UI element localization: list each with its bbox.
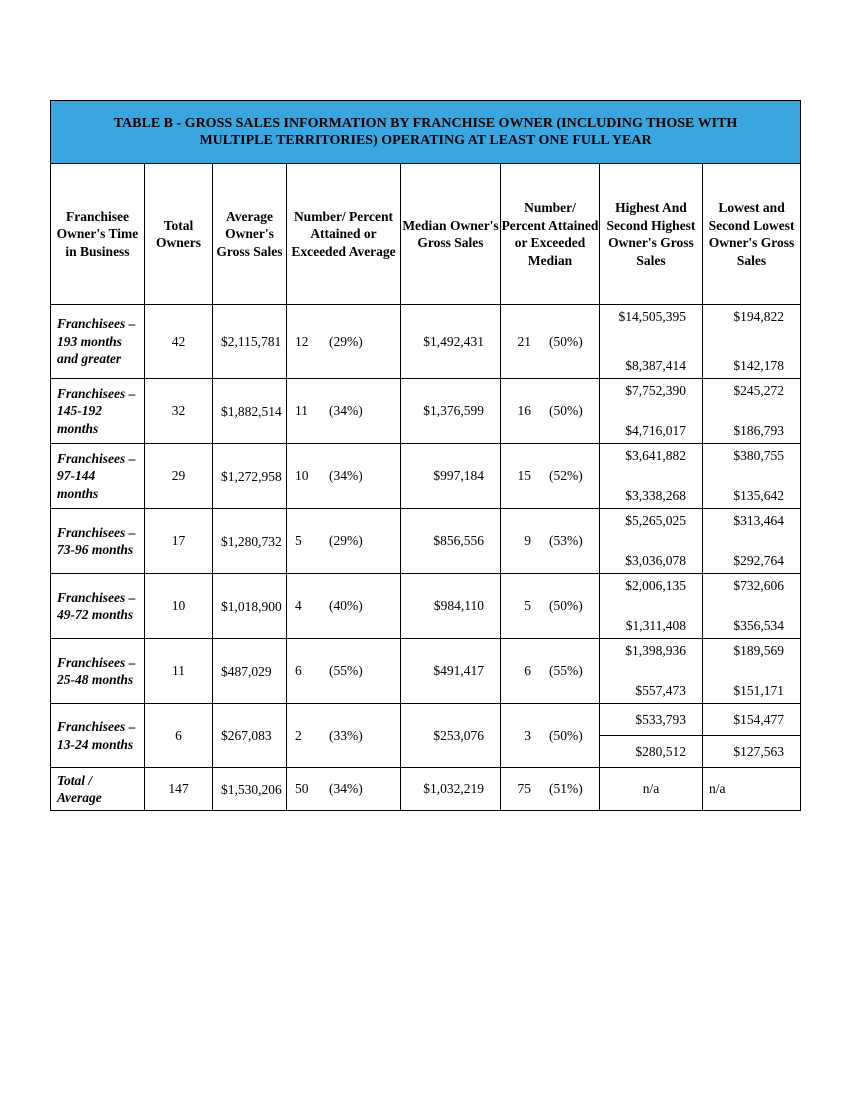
- row-label: Franchisees – 145-192 months: [51, 379, 145, 444]
- median-sales: $253,076: [401, 704, 501, 768]
- second-lowest-value: $151,171: [733, 683, 785, 698]
- percent: (29%): [329, 333, 363, 349]
- owners-count: 42: [145, 305, 213, 379]
- attained-average: [287, 639, 401, 704]
- attained-median: [501, 704, 600, 768]
- table-title: TABLE B - GROSS SALES INFORMATION BY FRANCHISE OWNER (INCLUDING THOSE WITH MULTIPLE TERRITORIES) OPERATING AT LEAST ONE FULL YEAR: [51, 101, 801, 164]
- owners-count: 32: [145, 379, 213, 444]
- lowest-value: $189,569: [733, 643, 785, 658]
- count: 21: [517, 333, 531, 349]
- second-highest-value: $3,338,268: [625, 488, 686, 503]
- average-sales: $1,018,900: [213, 574, 287, 639]
- lowest-sales: [703, 574, 801, 639]
- table-body: [51, 305, 801, 768]
- highest-sales: [600, 509, 703, 574]
- second-highest-value: $4,716,017: [625, 423, 686, 438]
- owners-count: 6: [145, 704, 213, 768]
- header-median-sales: Median Owner's Gross Sales: [401, 164, 501, 305]
- percent: (34%): [329, 468, 363, 483]
- average-sales: $487,029: [213, 639, 287, 704]
- total-median: $1,032,219: [401, 768, 501, 811]
- header-attained-median: Number/ Percent Attained or Exceeded Median: [501, 164, 600, 305]
- percent: (55%): [329, 663, 363, 678]
- highest-sales: [600, 704, 703, 768]
- attained-average: [287, 444, 401, 509]
- lowest-sales: [703, 639, 801, 704]
- row-label: Franchisees – 97-144 months: [51, 444, 145, 509]
- lowest-sales: [703, 305, 801, 379]
- table-row: [51, 379, 801, 444]
- percent: (55%): [549, 663, 583, 678]
- attained-median: [501, 509, 600, 574]
- count: 75: [517, 781, 531, 796]
- lowest-value: $313,464: [733, 513, 785, 528]
- second-lowest-value: $135,642: [733, 488, 785, 503]
- percent: (53%): [549, 533, 583, 548]
- owners-count: 17: [145, 509, 213, 574]
- lowest-value: $194,822: [733, 309, 785, 324]
- lowest-sales: [703, 509, 801, 574]
- lowest-sales: [703, 704, 801, 768]
- table-row: [51, 305, 801, 379]
- total-row: [51, 768, 801, 811]
- highest-value: $3,641,882: [625, 448, 686, 463]
- highest-value: $5,265,025: [625, 513, 686, 528]
- header-attained-average: Number/ Percent Attained or Exceeded Average: [287, 164, 401, 305]
- percent: (34%): [329, 403, 363, 418]
- header-lowest-sales: Lowest and Second Lowest Owner's Gross Sales: [703, 164, 801, 305]
- gross-sales-table-container: [50, 100, 800, 811]
- percent: (50%): [549, 598, 583, 613]
- count: 9: [524, 533, 531, 548]
- highest-sales: [600, 379, 703, 444]
- total-highest: n/a: [600, 768, 703, 811]
- second-lowest-value: $127,563: [703, 735, 800, 767]
- percent: (50%): [549, 403, 583, 418]
- owners-count: 29: [145, 444, 213, 509]
- percent: (51%): [549, 781, 583, 796]
- highest-value: $14,505,395: [618, 309, 686, 324]
- highest-value: $2,006,135: [625, 578, 686, 593]
- lowest-sales: [703, 379, 801, 444]
- lowest-sales: [703, 444, 801, 509]
- second-lowest-value: $186,793: [733, 423, 785, 438]
- highest-value: $1,398,936: [625, 643, 686, 658]
- count: 15: [517, 468, 531, 483]
- percent: (50%): [549, 727, 583, 743]
- table-row: [51, 509, 801, 574]
- percent: (40%): [329, 598, 363, 613]
- table-row: [51, 574, 801, 639]
- attained-average: [287, 305, 401, 379]
- median-sales: $997,184: [401, 444, 501, 509]
- median-sales: $1,376,599: [401, 379, 501, 444]
- table-row: [51, 639, 801, 704]
- average-sales: $1,280,732: [213, 509, 287, 574]
- row-label: Franchisees – 49-72 months: [51, 574, 145, 639]
- row-label: Franchisees – 13-24 months: [51, 704, 145, 768]
- highest-value: $7,752,390: [625, 383, 686, 398]
- gross-sales-table: [50, 100, 801, 811]
- attained-average: [287, 509, 401, 574]
- row-label: Franchisees – 193 months and greater: [51, 305, 145, 379]
- attained-average: [287, 574, 401, 639]
- percent: (34%): [329, 781, 363, 796]
- count: 16: [517, 403, 531, 418]
- count: 10: [295, 468, 309, 483]
- percent: (33%): [329, 727, 363, 743]
- count: 12: [295, 333, 309, 349]
- attained-median: [501, 379, 600, 444]
- second-lowest-value: $356,534: [733, 618, 785, 633]
- header-total-owners: Total Owners: [145, 164, 213, 305]
- attained-average: [287, 704, 401, 768]
- median-sales: $491,417: [401, 639, 501, 704]
- header-time-in-business: Franchisee Owner's Time in Business: [51, 164, 145, 305]
- row-label: Franchisees – 73-96 months: [51, 509, 145, 574]
- lowest-value: $245,272: [733, 383, 785, 398]
- attained-median: [501, 574, 600, 639]
- highest-sales: [600, 305, 703, 379]
- count: 2: [295, 727, 302, 743]
- percent: (29%): [329, 533, 363, 548]
- average-sales: $1,882,514: [213, 379, 287, 444]
- total-owners: 147: [145, 768, 213, 811]
- average-sales: $1,272,958: [213, 444, 287, 509]
- count: 4: [295, 598, 302, 613]
- total-label: Total / Average: [51, 768, 145, 811]
- average-sales: $267,083: [213, 704, 287, 768]
- total-average: $1,530,206: [213, 768, 287, 811]
- attained-median: [501, 444, 600, 509]
- count: 3: [524, 727, 531, 743]
- header-average-sales: Average Owner's Gross Sales: [213, 164, 287, 305]
- percent: (52%): [549, 468, 583, 483]
- attained-median: [501, 305, 600, 379]
- highest-sales: [600, 444, 703, 509]
- header-highest-sales: Highest And Second Highest Owner's Gross Sales: [600, 164, 703, 305]
- median-sales: $1,492,431: [401, 305, 501, 379]
- count: 11: [295, 403, 308, 418]
- table-row: [51, 704, 801, 768]
- second-highest-value: $8,387,414: [625, 358, 686, 373]
- count: 5: [524, 598, 531, 613]
- count: 50: [295, 781, 309, 796]
- table-row: [51, 444, 801, 509]
- owners-count: 10: [145, 574, 213, 639]
- row-label: Franchisees – 25-48 months: [51, 639, 145, 704]
- lowest-value: $732,606: [733, 578, 785, 593]
- lowest-value: $154,477: [733, 712, 785, 727]
- average-sales: $2,115,781: [213, 305, 287, 379]
- attained-average: [287, 379, 401, 444]
- median-sales: $856,556: [401, 509, 501, 574]
- attained-median: [501, 639, 600, 704]
- owners-count: 11: [145, 639, 213, 704]
- total-attained-average: [287, 768, 401, 811]
- second-highest-value: $557,473: [635, 683, 686, 698]
- second-highest-value: $1,311,408: [625, 618, 686, 633]
- second-lowest-value: $142,178: [733, 358, 785, 373]
- total-lowest: n/a: [703, 768, 801, 811]
- count: 6: [524, 663, 531, 678]
- highest-value: $533,793: [635, 712, 686, 727]
- lowest-value: $380,755: [733, 448, 785, 463]
- highest-sales: [600, 574, 703, 639]
- count: 6: [295, 663, 302, 678]
- median-sales: $984,110: [401, 574, 501, 639]
- count: 5: [295, 533, 302, 548]
- second-highest-value: $3,036,078: [625, 553, 686, 568]
- percent: (50%): [549, 333, 583, 349]
- header-row: [51, 164, 801, 305]
- second-highest-value: $280,512: [600, 735, 702, 767]
- highest-sales: [600, 639, 703, 704]
- total-attained-median: [501, 768, 600, 811]
- second-lowest-value: $292,764: [733, 553, 785, 568]
